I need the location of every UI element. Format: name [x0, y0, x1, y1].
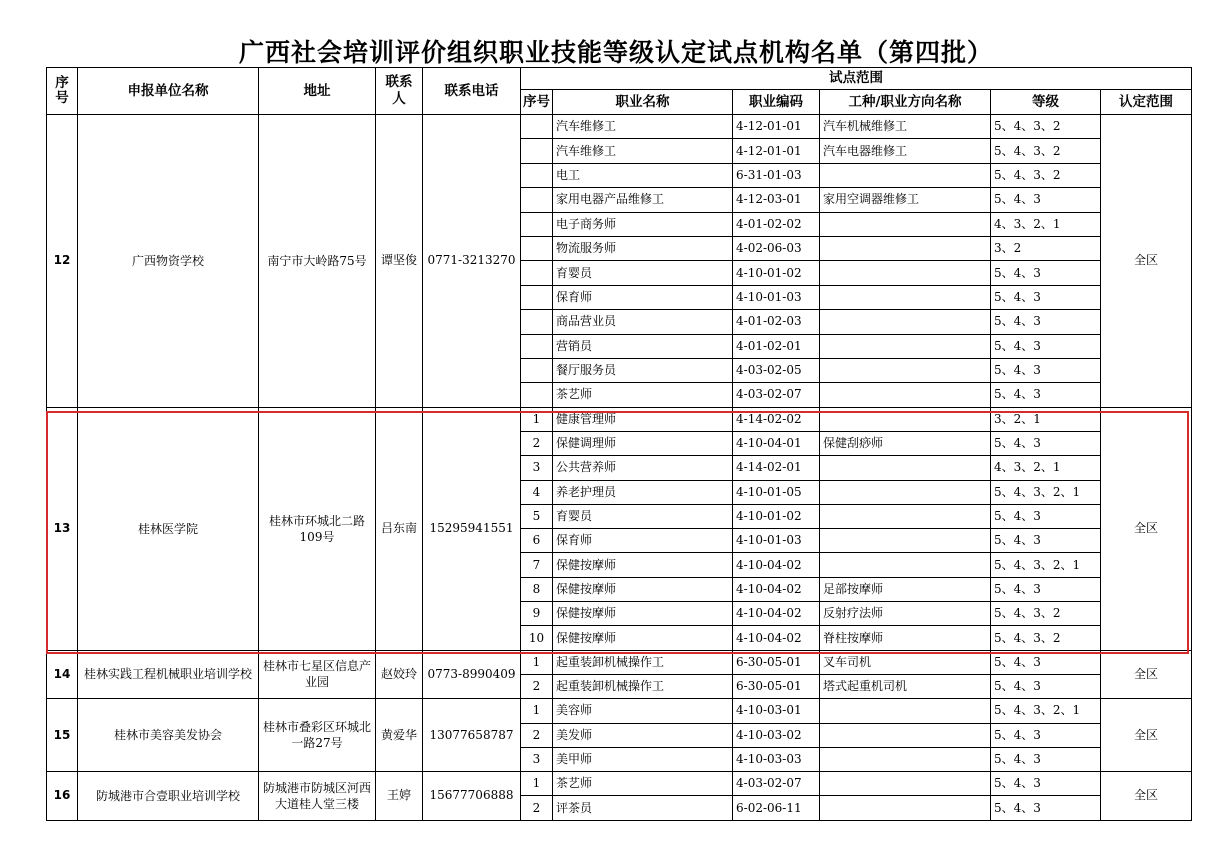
- item-seq: 10: [521, 626, 553, 650]
- org-name: 防城港市合壹职业培训学校: [78, 772, 259, 821]
- table-row: [47, 699, 1192, 723]
- direction-name: 反射疗法师: [820, 602, 991, 626]
- header-contact: 联系人: [376, 68, 423, 115]
- occupation-name: 餐厅服务员: [553, 358, 733, 382]
- direction-name: [820, 310, 991, 334]
- level: 5、4、3: [991, 772, 1101, 796]
- org-seq: 14: [47, 650, 78, 699]
- occupation-code: 4-12-01-01: [733, 115, 820, 139]
- org-phone: 0771-3213270: [423, 115, 521, 408]
- level: 5、4、3: [991, 310, 1101, 334]
- item-seq: [521, 139, 553, 163]
- item-seq: 8: [521, 577, 553, 601]
- direction-name: [820, 553, 991, 577]
- occupation-code: 4-10-03-01: [733, 699, 820, 723]
- level: 5、4、3: [991, 577, 1101, 601]
- org-name: 桂林实践工程机械职业培训学校: [78, 650, 259, 699]
- level: 5、4、3: [991, 358, 1101, 382]
- occupation-name: 茶艺师: [553, 383, 733, 407]
- org-address: 防城港市防城区河西大道桂人堂三楼: [259, 772, 376, 821]
- occupation-name: 育婴员: [553, 261, 733, 285]
- org-address: 桂林市叠彩区环城北一路27号: [259, 699, 376, 772]
- occupation-name: 起重装卸机械操作工: [553, 674, 733, 698]
- direction-name: [820, 723, 991, 747]
- item-seq: 2: [521, 674, 553, 698]
- org-name: 广西物资学校: [78, 115, 259, 408]
- occupation-name: 汽车维修工: [553, 139, 733, 163]
- direction-name: [820, 456, 991, 480]
- org-seq: 12: [47, 115, 78, 408]
- certification-scope: 全区: [1101, 772, 1192, 821]
- occupation-code: 4-10-04-02: [733, 626, 820, 650]
- level: 5、4、3: [991, 747, 1101, 771]
- occupation-code: 4-14-02-02: [733, 407, 820, 431]
- occupation-code: 4-10-01-02: [733, 261, 820, 285]
- occupation-name: 公共营养师: [553, 456, 733, 480]
- org-phone: 15677706888: [423, 772, 521, 821]
- org-address: 南宁市大岭路75号: [259, 115, 376, 408]
- occupation-code: 4-10-01-02: [733, 504, 820, 528]
- occupation-name: 电子商务师: [553, 212, 733, 236]
- org-seq: 15: [47, 699, 78, 772]
- direction-name: 脊柱按摩师: [820, 626, 991, 650]
- level: 5、4、3、2、1: [991, 553, 1101, 577]
- item-seq: 1: [521, 772, 553, 796]
- item-seq: [521, 358, 553, 382]
- occupation-name: 汽车维修工: [553, 115, 733, 139]
- level: 3、2: [991, 236, 1101, 260]
- header-occupation: 职业名称: [553, 90, 733, 115]
- level: 5、4、3: [991, 674, 1101, 698]
- item-seq: 3: [521, 456, 553, 480]
- occupation-code: 4-03-02-07: [733, 383, 820, 407]
- direction-name: 汽车机械维修工: [820, 115, 991, 139]
- table-row: [47, 115, 1192, 139]
- direction-name: [820, 236, 991, 260]
- direction-name: 汽车电器维修工: [820, 139, 991, 163]
- occupation-code: 4-10-03-03: [733, 747, 820, 771]
- direction-name: [820, 407, 991, 431]
- level: 5、4、3: [991, 529, 1101, 553]
- occupation-code: 6-30-05-01: [733, 674, 820, 698]
- occupation-name: 茶艺师: [553, 772, 733, 796]
- item-seq: [521, 163, 553, 187]
- org-seq: 16: [47, 772, 78, 821]
- occupation-name: 保健按摩师: [553, 553, 733, 577]
- level: 4、3、2、1: [991, 456, 1101, 480]
- direction-name: 足部按摩师: [820, 577, 991, 601]
- item-seq: [521, 310, 553, 334]
- occupation-name: 育婴员: [553, 504, 733, 528]
- occupation-name: 保育师: [553, 285, 733, 309]
- occupation-code: 4-10-01-05: [733, 480, 820, 504]
- level: 5、4、3: [991, 383, 1101, 407]
- occupation-code: 6-02-06-11: [733, 796, 820, 820]
- direction-name: [820, 796, 991, 820]
- org-phone: 13077658787: [423, 699, 521, 772]
- header-scope: 认定范围: [1101, 90, 1192, 115]
- occupation-name: 保育师: [553, 529, 733, 553]
- occupation-name: 健康管理师: [553, 407, 733, 431]
- item-seq: 1: [521, 650, 553, 674]
- institution-table: [46, 67, 1192, 821]
- occupation-code: 4-10-01-03: [733, 285, 820, 309]
- direction-name: [820, 383, 991, 407]
- level: 3、2、1: [991, 407, 1101, 431]
- table-body: [47, 115, 1192, 821]
- level: 4、3、2、1: [991, 212, 1101, 236]
- table-row: [47, 407, 1192, 431]
- occupation-name: 美甲师: [553, 747, 733, 771]
- item-seq: [521, 188, 553, 212]
- header-pilot-scope: 试点范围: [521, 68, 1192, 90]
- occupation-code: 4-10-04-01: [733, 431, 820, 455]
- occupation-name: 美发师: [553, 723, 733, 747]
- direction-name: [820, 747, 991, 771]
- table-row: [47, 772, 1192, 796]
- org-seq: 13: [47, 407, 78, 650]
- occupation-code: 4-03-02-07: [733, 772, 820, 796]
- item-seq: 2: [521, 723, 553, 747]
- level: 5、4、3、2: [991, 163, 1101, 187]
- level: 5、4、3: [991, 261, 1101, 285]
- level: 5、4、3: [991, 285, 1101, 309]
- org-contact: 谭坚俊: [376, 115, 423, 408]
- occupation-name: 保健按摩师: [553, 602, 733, 626]
- direction-name: [820, 285, 991, 309]
- direction-name: [820, 212, 991, 236]
- direction-name: [820, 529, 991, 553]
- occupation-code: 4-14-02-01: [733, 456, 820, 480]
- direction-name: [820, 163, 991, 187]
- header-address: 地址: [259, 68, 376, 115]
- certification-scope: 全区: [1101, 650, 1192, 699]
- level: 5、4、3: [991, 431, 1101, 455]
- certification-scope: 全区: [1101, 699, 1192, 772]
- occupation-code: 6-31-01-03: [733, 163, 820, 187]
- occupation-name: 评茶员: [553, 796, 733, 820]
- direction-name: [820, 334, 991, 358]
- org-name: 桂林医学院: [78, 407, 259, 650]
- level: 5、4、3: [991, 796, 1101, 820]
- org-contact: 王婷: [376, 772, 423, 821]
- org-contact: 黄爱华: [376, 699, 423, 772]
- item-seq: 1: [521, 407, 553, 431]
- direction-name: [820, 699, 991, 723]
- direction-name: 家用空调器维修工: [820, 188, 991, 212]
- org-phone: 0773-8990409: [423, 650, 521, 699]
- level: 5、4、3、2、1: [991, 480, 1101, 504]
- occupation-code: 4-01-02-02: [733, 212, 820, 236]
- item-seq: 6: [521, 529, 553, 553]
- level: 5、4、3、2: [991, 602, 1101, 626]
- item-seq: 2: [521, 796, 553, 820]
- direction-name: [820, 504, 991, 528]
- item-seq: 4: [521, 480, 553, 504]
- occupation-name: 商品营业员: [553, 310, 733, 334]
- item-seq: [521, 236, 553, 260]
- occupation-name: 物流服务师: [553, 236, 733, 260]
- item-seq: [521, 261, 553, 285]
- occupation-code: 4-12-03-01: [733, 188, 820, 212]
- occupation-code: 4-10-03-02: [733, 723, 820, 747]
- org-contact: 赵姣玲: [376, 650, 423, 699]
- level: 5、4、3: [991, 650, 1101, 674]
- item-seq: [521, 115, 553, 139]
- org-contact: 吕东南: [376, 407, 423, 650]
- certification-scope: 全区: [1101, 407, 1192, 650]
- org-name: 桂林市美容美发协会: [78, 699, 259, 772]
- org-address: 桂林市七星区信息产业园: [259, 650, 376, 699]
- item-seq: 3: [521, 747, 553, 771]
- item-seq: 2: [521, 431, 553, 455]
- direction-name: 叉车司机: [820, 650, 991, 674]
- occupation-name: 保健按摩师: [553, 577, 733, 601]
- level: 5、4、3: [991, 334, 1101, 358]
- occupation-name: 保健调理师: [553, 431, 733, 455]
- level: 5、4、3、2、1: [991, 699, 1101, 723]
- occupation-code: 4-10-04-02: [733, 602, 820, 626]
- occupation-code: 4-03-02-05: [733, 358, 820, 382]
- org-phone: 15295941551: [423, 407, 521, 650]
- level: 5、4、3、2: [991, 115, 1101, 139]
- direction-name: [820, 772, 991, 796]
- direction-name: [820, 261, 991, 285]
- occupation-code: 4-01-02-01: [733, 334, 820, 358]
- header-sub-seq: 序号: [521, 90, 553, 115]
- org-address: 桂林市环城北二路109号: [259, 407, 376, 650]
- header-seq: 序号: [47, 68, 78, 115]
- occupation-code: 4-01-02-03: [733, 310, 820, 334]
- item-seq: 1: [521, 699, 553, 723]
- occupation-name: 保健按摩师: [553, 626, 733, 650]
- direction-name: [820, 480, 991, 504]
- occupation-name: 家用电器产品维修工: [553, 188, 733, 212]
- occupation-code: 4-10-04-02: [733, 553, 820, 577]
- certification-scope: 全区: [1101, 115, 1192, 408]
- page-title: 广西社会培训评价组织职业技能等级认定试点机构名单（第四批）: [238, 38, 993, 67]
- occupation-code: 6-30-05-01: [733, 650, 820, 674]
- header-direction: 工种/职业方向名称: [820, 90, 991, 115]
- occupation-code: 4-10-04-02: [733, 577, 820, 601]
- occupation-name: 养老护理员: [553, 480, 733, 504]
- header-level: 等级: [991, 90, 1101, 115]
- level: 5、4、3、2: [991, 626, 1101, 650]
- occupation-code: 4-10-01-03: [733, 529, 820, 553]
- occupation-name: 起重装卸机械操作工: [553, 650, 733, 674]
- item-seq: [521, 334, 553, 358]
- level: 5、4、3: [991, 504, 1101, 528]
- item-seq: 5: [521, 504, 553, 528]
- level: 5、4、3、2: [991, 139, 1101, 163]
- table-row: [47, 650, 1192, 674]
- occupation-code: 4-12-01-01: [733, 139, 820, 163]
- header-unit-name: 申报单位名称: [78, 68, 259, 115]
- level: 5、4、3: [991, 723, 1101, 747]
- occupation-name: 电工: [553, 163, 733, 187]
- occupation-name: 营销员: [553, 334, 733, 358]
- direction-name: 塔式起重机司机: [820, 674, 991, 698]
- direction-name: [820, 358, 991, 382]
- item-seq: [521, 285, 553, 309]
- header-phone: 联系电话: [423, 68, 521, 115]
- occupation-name: 美容师: [553, 699, 733, 723]
- level: 5、4、3: [991, 188, 1101, 212]
- item-seq: 9: [521, 602, 553, 626]
- direction-name: 保健刮痧师: [820, 431, 991, 455]
- item-seq: [521, 383, 553, 407]
- occupation-code: 4-02-06-03: [733, 236, 820, 260]
- item-seq: [521, 212, 553, 236]
- item-seq: 7: [521, 553, 553, 577]
- header-code: 职业编码: [733, 90, 820, 115]
